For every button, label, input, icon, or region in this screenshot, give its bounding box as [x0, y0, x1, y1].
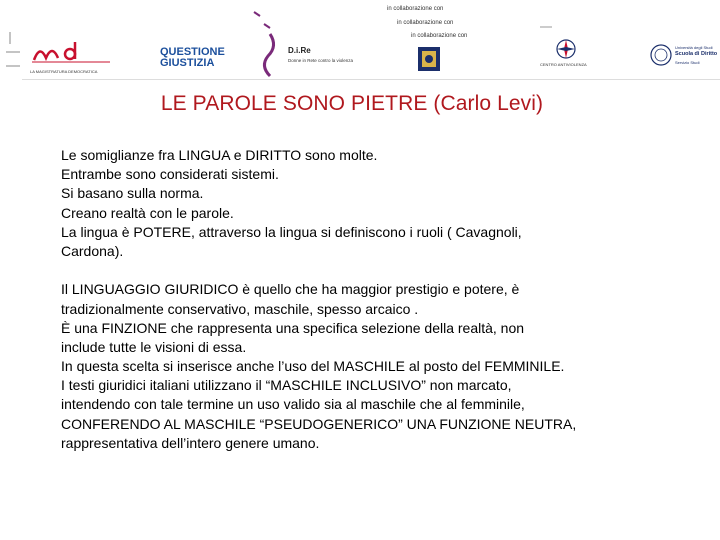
text-line: Creano realtà con le parole.	[61, 204, 234, 221]
paragraph-gap	[61, 261, 661, 280]
university-line1: Università degli Studi	[675, 45, 713, 50]
text-line: Il LINGUAGGIO GIURIDICO è quello che ha maggior prestigio e potere, è	[61, 281, 520, 298]
text-line: rappresentativa dell’intero genere umano.	[61, 434, 320, 451]
dire-name: D.i.Re	[288, 46, 311, 55]
right-logo-caption: CENTRO ANTIVIOLENZA	[540, 62, 587, 67]
qg-line1: QUESTIONE	[160, 46, 225, 58]
md-logo-caption: LA MAGISTRATURA DEMOCRATICA	[30, 69, 98, 74]
dire-swirl-icon	[252, 10, 282, 80]
text-line: Le somiglianze fra LINGUA e DIRITTO sono molte.	[61, 147, 378, 163]
university-seal-icon	[650, 44, 672, 66]
paragraph-1	[61, 146, 661, 261]
md-logo-icon	[30, 40, 115, 64]
text-line: tradizionalmente conservativo, maschile, spesso arcaico .	[61, 300, 419, 317]
text-line: include tutte le visioni di essa.	[61, 338, 247, 355]
left-edge-marks	[4, 30, 22, 70]
compass-star-icon	[556, 38, 576, 60]
left-mark-icon	[4, 30, 22, 70]
crest-logo	[417, 46, 441, 72]
dire-logo	[252, 10, 362, 80]
text-line: Si basano sulla norma.	[61, 185, 204, 202]
questione-giustizia-logo	[160, 47, 235, 69]
collab-line-3: in collaborazione con	[411, 33, 468, 39]
slide-title: LE PAROLE SONO PIETRE (Carlo Levi)	[160, 92, 544, 115]
collab-line-2: in collaborazione con	[397, 20, 454, 26]
university-caption: Servizio Studi	[675, 60, 700, 65]
body-text	[61, 146, 661, 453]
text-line: CONFERENDO AL MASCHILE “PSEUDOGENERICO” UNA FUNZIONE NEUTRA,	[61, 415, 577, 432]
text-line: intendendo con tale termine un uso valido sia al maschile che al femminile,	[61, 396, 525, 413]
qg-line2: GIUSTIZIA	[160, 57, 215, 69]
paragraph-2	[61, 280, 661, 453]
text-line: Cardona).	[61, 242, 124, 259]
text-line: I testi giuridici italiani utilizzano il “MASCHILE INCLUSIVO” non marcato,	[61, 377, 512, 394]
dire-caption: Donne in Rete contro la violenza	[288, 58, 354, 63]
university-logo	[650, 44, 718, 74]
text-line: La lingua è POTERE, attraverso la lingua si definiscono i ruoli ( Cavagnoli,	[61, 223, 522, 240]
md-logo	[30, 40, 115, 74]
header-logos-bar	[0, 0, 720, 86]
header-rule	[22, 79, 720, 80]
right-logo	[536, 38, 596, 72]
text-line: Entrambe sono considerati sistemi.	[61, 166, 279, 183]
university-line2: Scuola di Diritto	[675, 51, 718, 57]
top-dash-mark	[540, 16, 552, 20]
dash-icon	[540, 25, 552, 29]
crest-icon	[417, 46, 441, 72]
text-line: È una FINZIONE che rappresenta una specifica selezione della realtà, non	[61, 319, 525, 336]
text-line: In questa scelta si inserisce anche l’uso del MASCHILE al posto del FEMMINILE.	[61, 358, 565, 375]
collab-line-1: in collaborazione con	[387, 6, 444, 12]
